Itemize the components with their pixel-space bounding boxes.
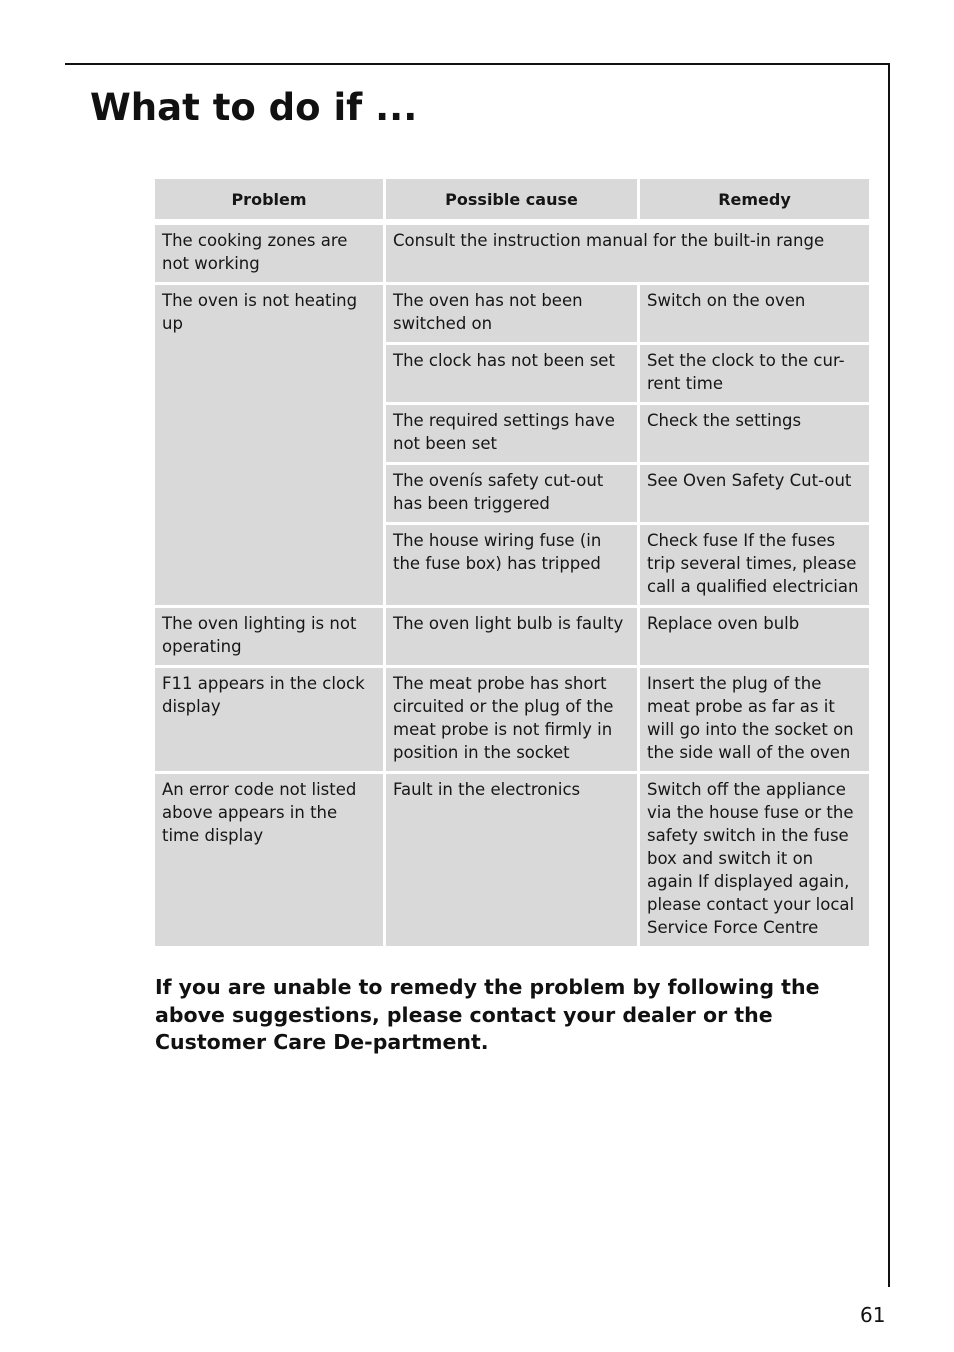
- header-remedy: Remedy: [640, 179, 869, 219]
- header-problem: Problem: [155, 179, 383, 219]
- page-title: What to do if ...: [90, 86, 418, 129]
- remedy-cell: Set the clock to the cur-rent time: [640, 345, 869, 402]
- problem-cell: The cooking zones are not working: [155, 225, 383, 282]
- cause-cell: Fault in the electronics: [386, 774, 637, 946]
- troubleshooting-table-container: [155, 179, 863, 946]
- problem-cell: F11 appears in the clock display: [155, 668, 383, 771]
- page-number: 61: [860, 1303, 886, 1327]
- remedy-cell: See Oven Safety Cut-out: [640, 465, 869, 522]
- cause-cell: The clock has not been set: [386, 345, 637, 402]
- problem-cell: The oven lighting is not operating: [155, 608, 383, 665]
- table-row: [155, 225, 869, 282]
- remedy-cell: Check fuse If the fuses trip several times, please call a qualified electrician: [640, 525, 869, 605]
- table-row: [155, 608, 869, 665]
- table-header-row: [155, 179, 869, 219]
- problem-cell: The oven is not heating up: [155, 285, 383, 605]
- remedy-cell: Switch on the oven: [640, 285, 869, 342]
- table-row: [155, 668, 869, 771]
- cause-remedy-cell: Consult the instruction manual for the built-in range: [386, 225, 869, 282]
- cause-cell: The oven has not been switched on: [386, 285, 637, 342]
- cause-cell: The house wiring fuse (in the fuse box) has tripped: [386, 525, 637, 605]
- problem-cell: An error code not listed above appears in the time display: [155, 774, 383, 946]
- top-rule: [65, 63, 890, 65]
- remedy-cell: Replace oven bulb: [640, 608, 869, 665]
- troubleshooting-table: [152, 176, 872, 949]
- contact-note: If you are unable to remedy the problem by following the above suggestions, please contact your dealer or the Customer Care De-partment.: [155, 975, 820, 1054]
- table-row: [155, 285, 869, 342]
- remedy-cell: Check the settings: [640, 405, 869, 462]
- cause-cell: The meat probe has short circuited or the plug of the meat probe is not firmly in position in the socket: [386, 668, 637, 771]
- cause-cell: The oven light bulb is faulty: [386, 608, 637, 665]
- cause-cell: The required settings have not been set: [386, 405, 637, 462]
- table-row: [155, 774, 869, 946]
- cause-cell: The ovenís safety cut-out has been triggered: [386, 465, 637, 522]
- remedy-cell: Insert the plug of the meat probe as far as it will go into the socket on the side wall of the oven: [640, 668, 869, 771]
- remedy-cell: Switch off the appliance via the house fuse or the safety switch in the fuse box and switch it on again If displayed again, please contact your local Service Force Centre: [640, 774, 869, 946]
- right-margin-rule: [888, 63, 890, 1287]
- header-possible-cause: Possible cause: [386, 179, 637, 219]
